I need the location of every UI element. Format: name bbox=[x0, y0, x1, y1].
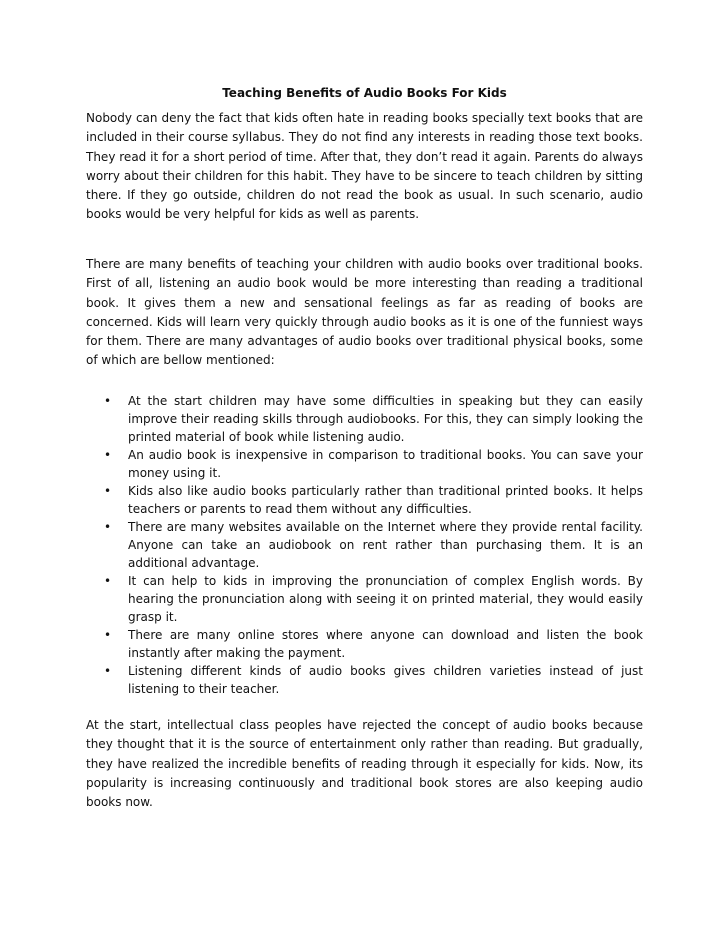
list-item-text: There are many websites available on the Internet where they provide rental facility. Anyone can take an audiobook on rent rather than purchasing them. It is an additional advantage. bbox=[128, 520, 643, 570]
bullet-icon: • bbox=[104, 448, 112, 462]
list-item bbox=[86, 662, 643, 698]
bullet-icon: • bbox=[104, 520, 112, 534]
list-item-text: Kids also like audio books particularly rather than traditional printed books. It helps teachers or parents to read them without any difficulties. bbox=[128, 484, 643, 516]
list-item bbox=[86, 518, 643, 572]
list-item-text: An audio book is inexpensive in comparison to traditional books. You can save your money using it. bbox=[128, 448, 643, 480]
advantages-list bbox=[86, 392, 643, 698]
list-item bbox=[86, 572, 643, 626]
list-item bbox=[86, 446, 643, 482]
bullet-icon: • bbox=[104, 628, 112, 642]
list-item-text: Listening different kinds of audio books gives children varieties instead of just listening to their teacher. bbox=[128, 664, 643, 696]
list-item-text: At the start children may have some difficulties in speaking but they can easily improve their reading skills through audiobooks. For this, they can simply looking the printed material of book while listening audio. bbox=[128, 394, 643, 444]
list-item bbox=[86, 482, 643, 518]
bullet-icon: • bbox=[104, 394, 112, 408]
list-item bbox=[86, 626, 643, 662]
list-item-text: It can help to kids in improving the pronunciation of complex English words. By hearing the pronunciation along with seeing it on printed material, they would easily grasp it. bbox=[128, 574, 643, 624]
bullet-icon: • bbox=[104, 664, 112, 678]
conclusion-paragraph: At the start, intellectual class peoples have rejected the concept of audio books because they thought that it is the source of entertainment only rather than reading. But gradually, they have realized the incredible benefits of reading through it especially for kids. Now, its popularity is increasing continuously and traditional book stores are also keeping audio books now. bbox=[86, 718, 643, 810]
benefits-paragraph: There are many benefits of teaching your children with audio books over traditional books. First of all, listening an audio book would be more interesting than reading a traditional book. It gives them a new and sensational feelings as far as reading of books are concerned. Kids will learn very quickly through audio books as it is one of the funniest ways for them. There are many advantages of audio books over traditional physical books, some of which are bellow mentioned: bbox=[86, 257, 643, 368]
bullet-icon: • bbox=[104, 574, 112, 588]
document-title: Teaching Benefits of Audio Books For Kids bbox=[222, 86, 507, 100]
list-item bbox=[86, 392, 643, 446]
bullet-icon: • bbox=[104, 484, 112, 498]
list-item-text: There are many online stores where anyone can download and listen the book instantly after making the payment. bbox=[128, 628, 643, 660]
intro-paragraph: Nobody can deny the fact that kids often hate in reading books specially text books that are included in their course syllabus. They do not find any interests in reading those text books. They read it for a short period of time. After that, they don’t read it again. Parents do always worry about their children for this habit. They have to be sincere to teach children by sitting there. If they go outside, children do not read the book as usual. In such scenario, audio books would be very helpful for kids as well as parents. bbox=[86, 111, 643, 222]
